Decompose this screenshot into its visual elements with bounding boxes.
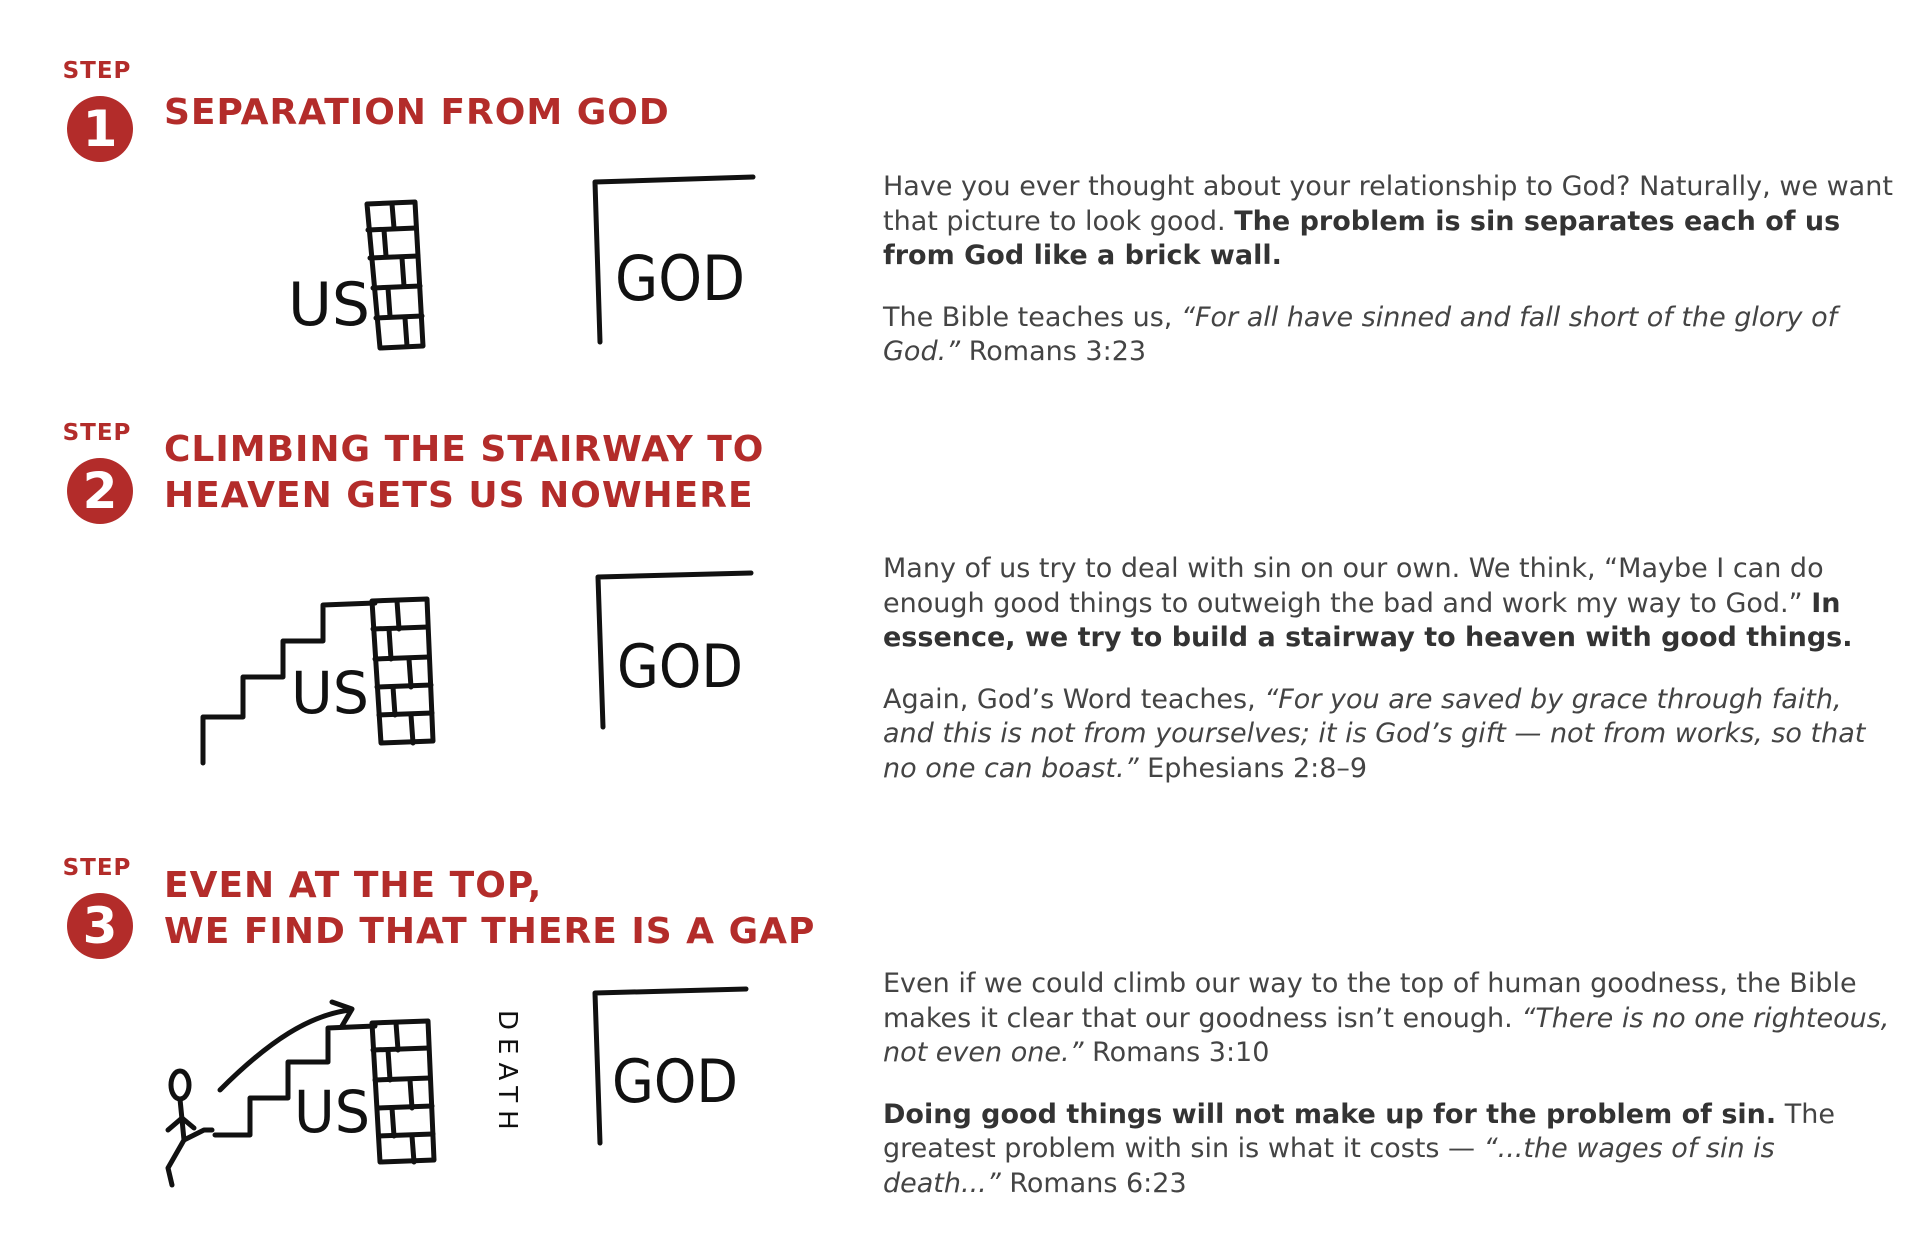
step-3-number: 3 bbox=[67, 893, 133, 959]
scripture-quote: “For all have sinned and fall short of the glory of God.” bbox=[883, 301, 1838, 367]
step-1-heading bbox=[164, 90, 670, 136]
us-label: US bbox=[294, 1078, 370, 1146]
brick-wall-icon bbox=[372, 599, 433, 743]
step-1-body bbox=[883, 170, 1893, 397]
step-2-illustration bbox=[195, 565, 775, 775]
step-1-illustration bbox=[270, 160, 770, 360]
brick-wall-icon bbox=[367, 202, 423, 348]
emphasis-run: The problem is sin separates each of us from God like a brick wall. bbox=[883, 205, 1841, 271]
step-3-heading-line: EVEN AT THE TOP, bbox=[164, 865, 543, 906]
text-run: The greatest problem with sin is what it costs — bbox=[883, 1098, 1835, 1164]
step-2-heading-line: CLIMBING THE STAIRWAY TO bbox=[164, 429, 765, 470]
text-run: Even if we could climb our way to the top of human goodness, the Bible makes it clear that our goodness isn’t enough. bbox=[883, 968, 1857, 1034]
scripture-reference: Romans 3:10 bbox=[1083, 1037, 1270, 1068]
text-run: Have you ever thought about your relationship to God? Naturally, we want that picture to look good. bbox=[883, 171, 1893, 237]
step-3-label: STEP bbox=[62, 855, 132, 881]
step-2-label: STEP bbox=[62, 420, 132, 446]
us-label: US bbox=[288, 270, 370, 340]
emphasis-run: Doing good things will not make up for the problem of sin. bbox=[883, 1098, 1777, 1130]
scripture-quote: “For you are saved by grace through faith, and this is not from yourselves; it is God’s gift — not from works, so that no one can boast.” bbox=[883, 683, 1866, 784]
scripture-reference: Ephesians 2:8–9 bbox=[1138, 752, 1368, 784]
emphasis-run: In essence, we try to build a stairway to heaven with good things. bbox=[883, 587, 1853, 653]
step-3-paragraph-1 bbox=[883, 967, 1893, 1071]
god-label: GOD bbox=[617, 632, 743, 702]
stick-figure-icon bbox=[168, 1071, 212, 1185]
step-2-paragraph-2 bbox=[883, 683, 1893, 787]
god-label: GOD bbox=[615, 242, 745, 315]
step-2-heading-line: HEAVEN GETS US NOWHERE bbox=[164, 475, 754, 516]
text-run: Again, God’s Word teaches, bbox=[883, 683, 1265, 715]
scripture-reference: Romans 3:23 bbox=[960, 336, 1147, 367]
step-2-paragraph-1 bbox=[883, 552, 1893, 656]
step-1-number: 1 bbox=[67, 96, 133, 162]
step-3-paragraph-2 bbox=[883, 1098, 1893, 1202]
scripture-quote: “There is no one righteous, not even one.” bbox=[883, 1002, 1890, 1068]
text-run: Many of us try to deal with sin on our own. We think, “Maybe I can do enough good things to outweigh the bad and work my way to God.” bbox=[883, 553, 1824, 619]
death-label: DEATH bbox=[492, 1010, 522, 1138]
text-run: The Bible teaches us, bbox=[883, 301, 1181, 333]
god-label: GOD bbox=[612, 1047, 738, 1117]
scripture-quote: “...the wages of sin is death...” bbox=[883, 1133, 1775, 1199]
step-1-heading-line: SEPARATION FROM GOD bbox=[164, 92, 670, 133]
step-1-label: STEP bbox=[62, 58, 132, 84]
step-3-illustration bbox=[160, 980, 770, 1195]
step-3-heading bbox=[164, 863, 815, 955]
step-3-body bbox=[883, 967, 1893, 1228]
step-2-body bbox=[883, 552, 1893, 813]
us-label: US bbox=[291, 659, 369, 727]
step-2-number: 2 bbox=[67, 458, 133, 524]
step-1-paragraph-1 bbox=[883, 170, 1893, 274]
step-2-heading bbox=[164, 427, 764, 519]
brick-wall-icon bbox=[372, 1021, 434, 1162]
step-3-heading-line: WE FIND THAT THERE IS A GAP bbox=[164, 911, 816, 952]
step-1-paragraph-2 bbox=[883, 301, 1893, 370]
scripture-reference: Romans 6:23 bbox=[1000, 1167, 1187, 1199]
